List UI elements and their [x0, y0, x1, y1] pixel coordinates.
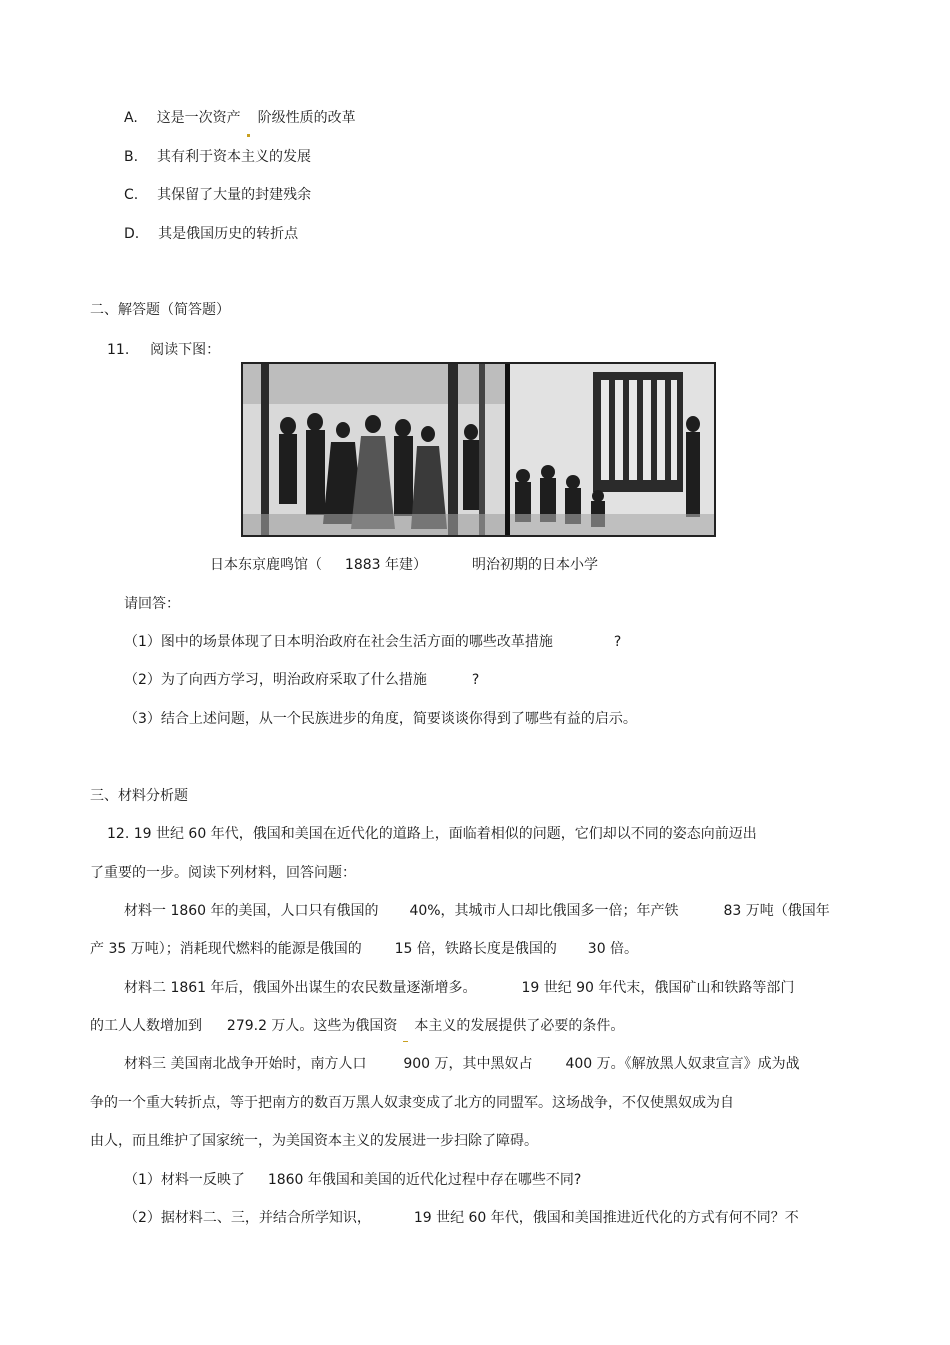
option-d-label: D.	[124, 226, 140, 242]
material2-line1-b: 19 世纪 90 年代末，俄国矿山和铁路等部门	[521, 980, 795, 996]
material3-line1-b: 900 万，其中黑奴占	[403, 1056, 533, 1072]
q12-line1: 12. 19 世纪 60 年代，俄国和美国在近代化的道路上，面临着相似的问题，它们却以不同的姿态向前迈出	[107, 826, 757, 842]
caption-right: 明治初期的日本小学	[472, 557, 598, 573]
material1-line2-b: 15 倍，铁路长度是俄国的	[394, 941, 557, 957]
material3-line1-c: 400 万。《解放黑人奴隶宣言》成为战	[565, 1056, 800, 1072]
material1-line2	[90, 939, 638, 959]
option-c-text: 其保留了大量的封建残余	[157, 187, 312, 203]
material3-line1	[124, 1054, 800, 1074]
material2-line2-a: 的工人人数增加到	[90, 1018, 202, 1034]
material3-line2: 争的一个重大转折点，等于把南方的数百万黑人奴隶变成了北方的同盟军。这场战争，不仅使黑奴成为自	[90, 1095, 734, 1111]
answer-prompt: 请回答：	[124, 596, 180, 612]
q11-sub1	[124, 632, 621, 652]
material2-line2	[90, 1016, 624, 1036]
question-11	[107, 340, 220, 360]
option-a-label: A.	[124, 110, 138, 126]
material1-line2-c: 30 倍。	[587, 941, 639, 957]
option-b-label: B.	[124, 149, 139, 165]
material1-line1	[124, 901, 830, 921]
q11-sub2-mark: ?	[471, 672, 480, 688]
q12-sub2-a: （2）据材料二、三，并结合所学知识，	[124, 1210, 371, 1226]
section3-heading: 三、材料分析题	[90, 788, 188, 804]
caption-left	[210, 555, 427, 575]
q11-sub2-text: （2）为了向西方学习，明治政府采取了什么措施	[124, 672, 427, 688]
speck-mark	[247, 134, 250, 137]
option-c	[124, 185, 311, 205]
option-d	[124, 224, 298, 244]
material2-line1	[124, 978, 794, 998]
material1-line2-a: 产 35 万吨）；消耗现代燃料的能源是俄国的	[90, 941, 362, 957]
material2-line2-c: 本主义的发展提供了必要的条件。	[414, 1018, 625, 1034]
material2-line1-a: 材料二 1861 年后，俄国外出谋生的农民数量逐渐增多。	[124, 980, 477, 996]
q11-sub1-text: （1）图中的场景体现了日本明治政府在社会生活方面的哪些改革措施	[124, 634, 553, 650]
question-11-number: 11.	[107, 342, 130, 358]
material3-line3: 由人，而且维护了国家统一，为美国资本主义的发展进一步扫除了障碍。	[90, 1133, 538, 1149]
material3-line1-a: 材料三 美国南北战争开始时，南方人口	[124, 1056, 367, 1072]
speck-mark	[403, 1041, 408, 1042]
q12-line2: 了重要的一步。阅读下列材料，回答问题：	[90, 865, 356, 881]
material2-line2-b: 279.2 万人。这些为俄国资	[226, 1018, 398, 1034]
option-c-label: C.	[124, 187, 139, 203]
historical-illustration	[241, 362, 716, 537]
material1-line1-b: 40%，其城市人口却比俄国多一倍；年产铁	[409, 903, 679, 919]
option-d-text: 其是俄国历史的转折点	[158, 226, 299, 242]
q11-sub3: （3）结合上述问题，从一个民族进步的角度，简要谈谈你得到了哪些有益的启示。	[124, 711, 637, 727]
section2-heading: 二、解答题（简答题）	[90, 302, 230, 318]
option-b-text: 其有利于资本主义的发展	[156, 149, 311, 165]
caption-left-a: 日本东京鹿鸣馆（	[210, 557, 322, 573]
q12-sub1-a: （1）材料一反映了	[124, 1172, 245, 1188]
q12-sub2	[124, 1208, 799, 1228]
option-a-text-before: 这是一次资产	[156, 110, 241, 126]
q11-sub2	[124, 670, 479, 690]
material1-line1-c: 83 万吨（俄国年	[723, 903, 830, 919]
option-a-text-after: 阶级性质的改革	[257, 110, 356, 126]
option-b	[124, 147, 311, 167]
caption-left-b: 1883 年建）	[344, 557, 427, 573]
option-a	[124, 108, 356, 128]
q12-sub2-b: 19 世纪 60 年代，俄国和美国推进近代化的方式有何不同？不	[413, 1210, 799, 1226]
q12-sub1-b: 1860 年俄国和美国的近代化过程中存在哪些不同?	[267, 1172, 582, 1188]
q12-sub1	[124, 1170, 581, 1190]
q11-sub1-mark: ?	[613, 634, 622, 650]
material1-line1-a: 材料一 1860 年的美国，人口只有俄国的	[124, 903, 379, 919]
question-11-intro: 阅读下图：	[150, 342, 221, 358]
illustration-drawing	[243, 364, 714, 535]
